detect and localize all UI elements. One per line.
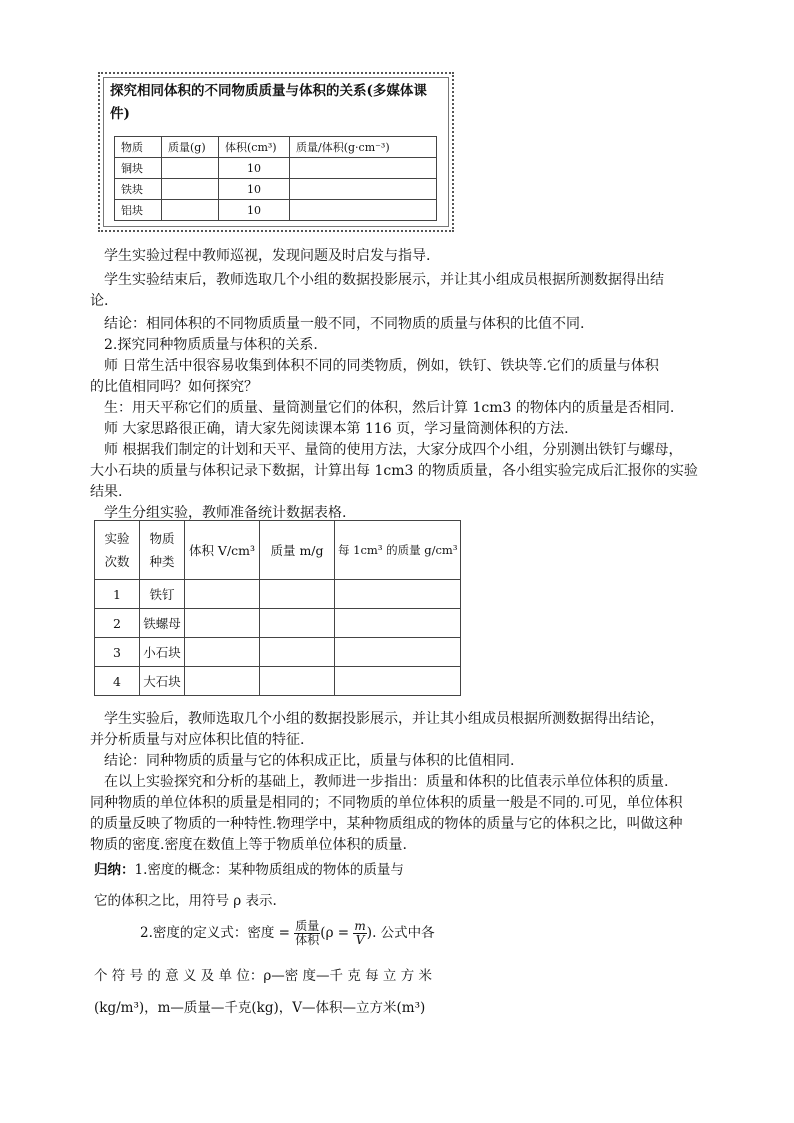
cell-volume: 10	[219, 179, 290, 200]
paragraph-line: 师 大家思路很正确，请大家先阅读课本第 116 页，学习量筒测体积的方法.	[104, 421, 569, 437]
summary-formula-line	[140, 918, 435, 948]
paragraph-line: 结论：同种物质的质量与它的体积成正比，质量与体积的比值相同.	[104, 753, 515, 769]
cell-mass	[162, 158, 219, 179]
table-row	[95, 667, 461, 696]
table-row	[95, 580, 461, 609]
cell-material: 铁钉	[140, 580, 185, 609]
cell-material: 铁螺母	[140, 609, 185, 638]
cell-empty	[260, 580, 335, 609]
cell-material: 铁块	[115, 179, 162, 200]
fraction-numerator: 质量	[295, 919, 320, 933]
cell-empty	[335, 638, 461, 667]
paragraph-line: 结果.	[90, 484, 123, 500]
cell-empty	[335, 609, 461, 638]
header-text: 次数	[104, 554, 130, 569]
cell-no: 4	[95, 667, 140, 696]
table-row	[115, 179, 437, 200]
paragraph-line: 学生分组实验，教师准备统计数据表格.	[104, 505, 347, 521]
fraction-denominator: 体积	[295, 933, 320, 947]
paragraph-line: 学生实验结束后，教师选取几个小组的数据投影展示，并让其小组成员根据所测数据得出结	[104, 272, 664, 288]
table-row	[115, 200, 437, 221]
header-cell	[140, 521, 185, 580]
paragraph-line: 结论：相同体积的不同物质质量一般不同，不同物质的质量与体积的比值不同.	[104, 316, 585, 332]
fraction-m-v	[353, 920, 366, 947]
cell-no: 2	[95, 609, 140, 638]
cell-empty	[260, 667, 335, 696]
table-row	[115, 158, 437, 179]
cell-mass	[162, 200, 219, 221]
summary-label: 归纳：	[94, 862, 135, 878]
summary-line-1	[94, 858, 404, 878]
header-cell: 质量/体积(g·cm⁻³)	[290, 137, 437, 158]
summary-text: ). 公式中各	[366, 925, 435, 941]
paragraph-line: 大小石块的质量与体积记录下数据，计算出每 1cm3 的物质质量，各小组实验完成后汇报你的实验	[90, 463, 698, 479]
table-header-row	[95, 521, 461, 580]
experiment-box-title: 探究相同体积的不同物质质量与体积的关系(多媒体课件)	[110, 83, 427, 122]
section-heading: 2.探究同种物质质量与体积的关系.	[104, 337, 318, 353]
cell-empty	[185, 667, 260, 696]
paragraph-line: 同种物质的单位体积的质量是相同的；不同物质的单位体积的质量一般是不同的.可见，单位体积	[90, 795, 683, 811]
density-table-1	[114, 136, 437, 221]
cell-empty	[260, 638, 335, 667]
paragraph-line: 学生实验过程中教师巡视，发现问题及时启发与指导.	[104, 248, 431, 264]
cell-empty	[185, 580, 260, 609]
cell-ratio	[290, 158, 437, 179]
cell-mass	[162, 179, 219, 200]
header-text: 物质	[149, 531, 175, 546]
cell-empty	[335, 580, 461, 609]
paragraph-line: 学生实验后，教师选取几个小组的数据投影展示，并让其小组成员根据所测数据得出结论，	[104, 711, 664, 727]
header-cell	[95, 521, 140, 580]
header-cell: 每 1cm³ 的质量 g/cm³	[335, 521, 461, 580]
cell-material: 铜块	[115, 158, 162, 179]
cell-material: 大石块	[140, 667, 185, 696]
summary-line-2: 它的体积之比，用符号 ρ 表示.	[94, 893, 277, 909]
paragraph-line: 物质的密度.密度在数值上等于物质单位体积的质量.	[90, 837, 407, 853]
cell-no: 3	[95, 638, 140, 667]
cell-material: 铝块	[115, 200, 162, 221]
cell-ratio	[290, 200, 437, 221]
paragraph-line: 在以上实验探究和分析的基础上，教师进一步指出：质量和体积的比值表示单位体积的质量.	[104, 774, 669, 790]
summary-text: 1.密度的概念：某种物质组成的物体的质量与	[134, 862, 404, 878]
cell-no: 1	[95, 580, 140, 609]
table-row	[95, 609, 461, 638]
paragraph-line: 的比值相同吗？如何探究？	[90, 379, 258, 395]
fraction-denominator: V	[355, 933, 365, 947]
table-header-row	[115, 137, 437, 158]
summary-line-3: 个 符 号 的 意 义 及 单 位：ρ—密 度—千 克 每 立 方 米	[94, 968, 433, 984]
fraction-numerator: m	[354, 919, 366, 933]
density-table-2	[94, 520, 461, 696]
paragraph-line: 师 日常生活中很容易收集到体积不同的同类物质，例如，铁钉、铁块等.它们的质量与体积	[104, 358, 659, 374]
cell-empty	[260, 609, 335, 638]
header-cell: 体积 V/cm³	[185, 521, 260, 580]
header-cell: 物质	[115, 137, 162, 158]
paragraph-line: 并分析质量与对应体积比值的特征.	[90, 732, 305, 748]
cell-empty	[185, 638, 260, 667]
header-cell: 体积(cm³)	[219, 137, 290, 158]
header-cell: 质量(g)	[162, 137, 219, 158]
cell-empty	[335, 667, 461, 696]
fraction-mass-volume	[294, 920, 320, 947]
summary-text: (ρ =	[320, 925, 350, 941]
cell-empty	[185, 609, 260, 638]
summary-line-4: (kg/m³)，m—质量—千克(kg)，V—体积—立方米(m³)	[94, 1000, 426, 1016]
header-cell: 质量 m/g	[260, 521, 335, 580]
cell-volume: 10	[219, 200, 290, 221]
header-text: 实验	[104, 531, 130, 546]
table-row	[95, 638, 461, 667]
paragraph-line: 论.	[90, 293, 109, 309]
header-text: 种类	[149, 554, 175, 569]
cell-volume: 10	[219, 158, 290, 179]
cell-material: 小石块	[140, 638, 185, 667]
cell-ratio	[290, 179, 437, 200]
paragraph-line: 的质量反映了物质的一种特性.物理学中，某种物质组成的物体的质量与它的体积之比，叫做这种	[90, 816, 683, 832]
summary-text: 2.密度的定义式：密度 =	[140, 925, 290, 941]
paragraph-line: 生：用天平称它们的质量、量筒测量它们的体积，然后计算 1cm3 的物体内的质量是否相同.	[104, 400, 675, 416]
paragraph-line: 师 根据我们制定的计划和天平、量筒的使用方法，大家分成四个小组，分别测出铁钉与螺母，	[104, 442, 683, 458]
